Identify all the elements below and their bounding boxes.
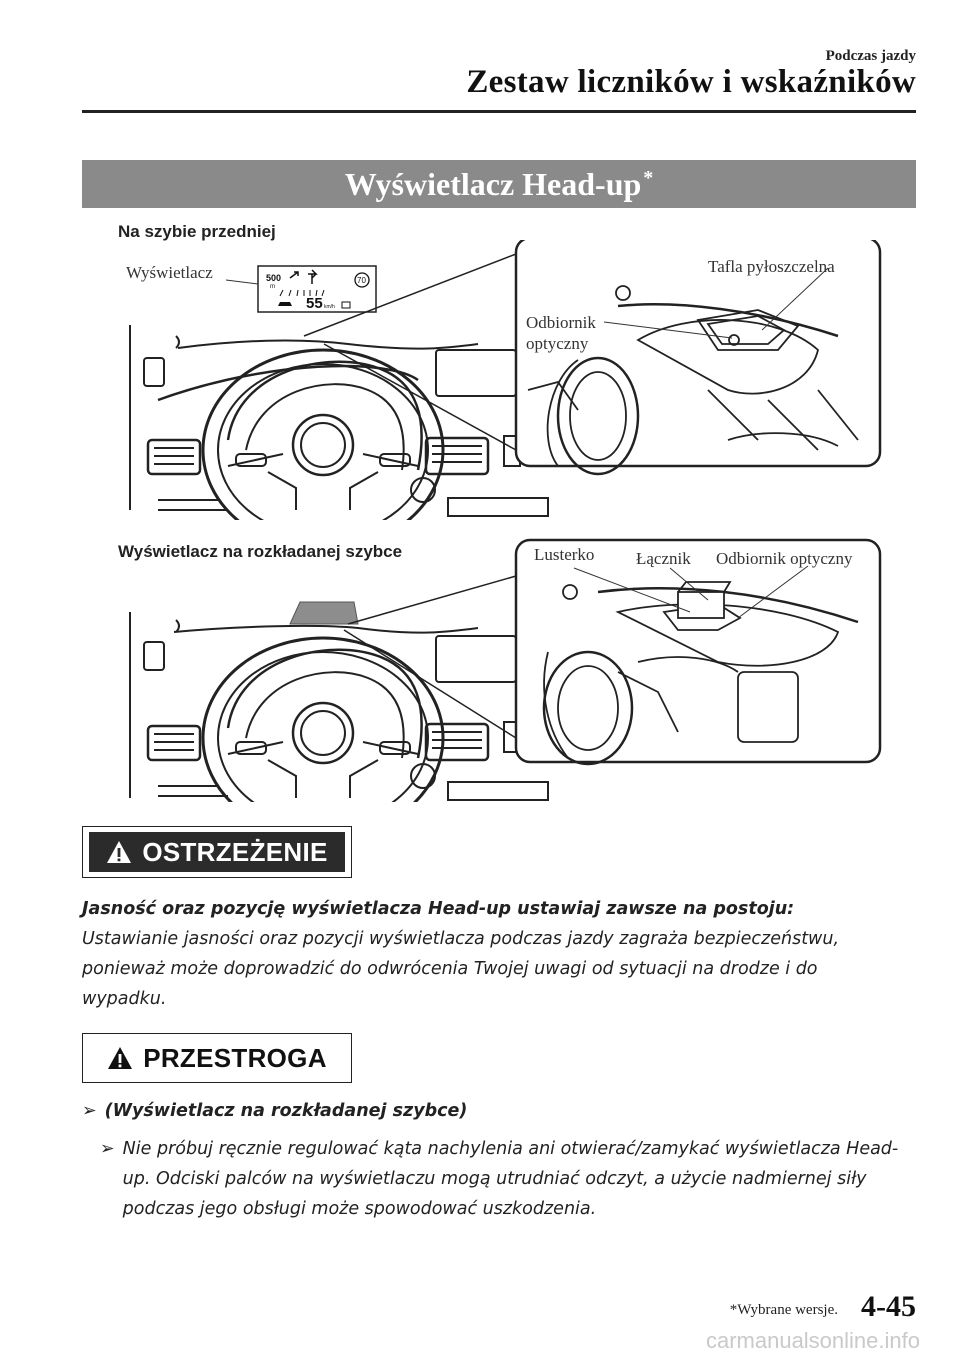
banner-title: Wyświetlacz Head-up [344,165,642,202]
figure1-caption: Na szybie przedniej [118,222,276,241]
section-banner [82,160,916,208]
section-title: Podczas jazdy [825,48,916,64]
hud-limit: 70 [357,276,366,285]
footer-note: *Wybrane wersje. [729,1302,838,1318]
label-receiver-2: optyczny [526,334,589,353]
figure2-illustration [118,532,888,802]
caution-label: PRZESTROGA [143,1042,327,1073]
arrow-bullet-icon: ➢ [82,1101,97,1121]
arrow-bullet-icon: ➢ [100,1139,115,1159]
warning-icon [106,840,132,864]
chapter-title: Zestaw liczników i wskaźników [466,64,916,100]
warning-text: Ustawianie jasności oraz pozycji wyświetlacza podczas jazdy zagraża bezpieczeństwu, ponieważ może doprowadzić do odwrócenia Twojej uwagi od sytuacji na drodze i do wypadku. [82,929,840,1009]
caution-item-text: Nie próbuj ręcznie regulować kąta nachylenia ani otwierać/zamykać wyświetlacza Head-up. Odciski palców na wyświetlaczu mogą utrudniać odczyt, a użycie nadmiernej siły podczas jego obsługi może spowodować uszkodzenia. [122,1139,899,1219]
hud-speed: 55 [306,295,323,312]
caution-item [82,1134,912,1224]
caution-icon [107,1046,133,1070]
figure2-caption: Wyświetlacz na rozkładanej szybce [118,542,403,561]
hud-speed-unit: km/h [324,304,335,310]
label-mirror: Lusterko [534,545,595,564]
header-rule [82,110,916,113]
hud-distance-unit: m [270,284,275,290]
label-display: Wyświetlacz [126,263,213,282]
caution-content [82,1096,912,1224]
page-number: 4-45 [861,1290,916,1323]
figure1-illustration [118,240,888,520]
label-glass: Tafla pyłoszczelna [708,257,835,276]
banner-marker: * [643,166,654,189]
label-receiver-1: Odbiornik [526,313,596,332]
warning-label: OSTRZEŻENIE [142,836,328,867]
caution-box [82,1033,352,1083]
hud-distance: 500 [266,273,282,283]
caution-heading-item [82,1096,912,1126]
warning-content [82,894,902,1014]
label-connector: Łącznik [636,549,691,568]
caution-item-heading: (Wyświetlacz na rozkładanej szybce) [104,1101,468,1121]
label-receiver-optical: Odbiornik optyczny [716,549,853,568]
watermark: carmanualsonline.info [705,1328,920,1353]
warning-heading: Jasność oraz pozycję wyświetlacza Head-up ustawiaj zawsze na postoju: [82,899,795,919]
warning-box [82,826,352,878]
